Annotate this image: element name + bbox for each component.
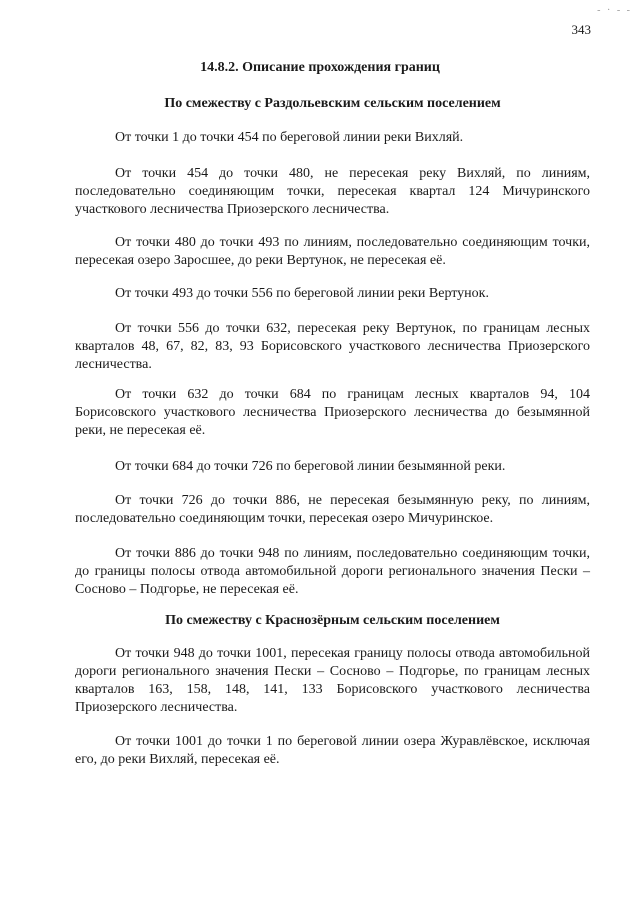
paragraph-3: От точки 480 до точки 493 по линиям, последовательно соединяющим точки, пересекая озеро Заросшее, до реки Вертунок, не пересекая её. bbox=[75, 235, 590, 268]
section-title: 14.8.2. Описание прохождения границ bbox=[200, 60, 440, 75]
subheading-razdolevskoe: По смежеству с Раздольевским сельским поселением bbox=[164, 96, 501, 111]
paragraph-7: От точки 684 до точки 726 по береговой линии безымянной реки. bbox=[115, 459, 506, 474]
scan-artifact: - · ‐ ‐ bbox=[597, 5, 632, 16]
page-number: 343 bbox=[571, 22, 591, 37]
paragraph-8: От точки 726 до точки 886, не пересекая безымянную реку, по линиям, последовательно соединяющим точки, пересекая озеро Мичуринское. bbox=[75, 493, 590, 526]
subheading-krasnozernoe: По смежеству с Краснозёрным сельским поселением bbox=[165, 613, 500, 628]
paragraph-10: От точки 948 до точки 1001, пересекая границу полосы отвода автомобильной дороги регионального значения Пески – Сосново – Подгорье, по границам лесных кварталов 163, 158, 148, 141, 133 Борисовского участкового лесничества Приозерского лесничества. bbox=[75, 646, 590, 715]
paragraph-5: От точки 556 до точки 632, пересекая реку Вертунок, по границам лесных кварталов 48, 67, 82, 83, 93 Борисовского участкового лесничества Приозерского лесничества. bbox=[75, 321, 590, 372]
paragraph-1: От точки 1 до точки 454 по береговой линии реки Вихляй. bbox=[115, 130, 464, 145]
paragraph-6: От точки 632 до точки 684 по границам лесных кварталов 94, 104 Борисовского участкового лесничества Приозерского лесничества до безымянной реки, не пересекая её. bbox=[75, 387, 590, 438]
paragraph-11: От точки 1001 до точки 1 по береговой линии озера Журавлёвское, исключая его, до реки Вихляй, пересекая её. bbox=[75, 734, 590, 767]
paragraph-9: От точки 886 до точки 948 по линиям, последовательно соединяющим точки, до границы полосы отвода автомобильной дороги регионального значения Пески – Сосново – Подгорье, не пересекая её. bbox=[75, 546, 590, 597]
paragraph-4: От точки 493 до точки 556 по береговой линии реки Вертунок. bbox=[115, 286, 489, 301]
paragraph-2: От точки 454 до точки 480, не пересекая реку Вихляй, по линиям, последовательно соединяющим точки, пересекая квартал 124 Мичуринского участкового лесничества Приозерского лесничества. bbox=[75, 166, 590, 217]
